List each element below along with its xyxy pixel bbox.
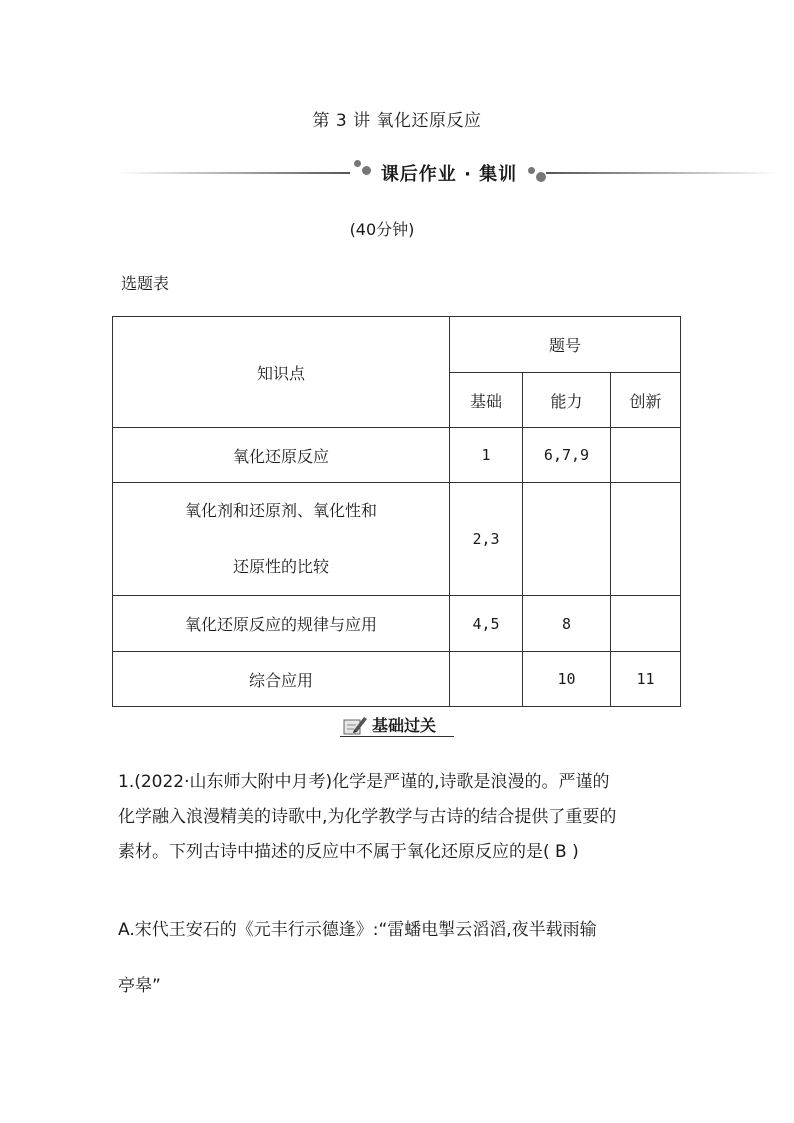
topic-line-2: 还原性的比较 bbox=[232, 557, 329, 576]
table-caption: 选题表 bbox=[121, 274, 170, 293]
section-banner bbox=[118, 160, 778, 186]
topic-line-1: 氧化剂和还原剂、氧化性和 bbox=[184, 501, 377, 520]
ability-cell: 8 bbox=[523, 596, 611, 652]
table-row bbox=[113, 596, 681, 652]
basic-cell: 4,5 bbox=[450, 596, 523, 652]
banner-divider-left bbox=[118, 172, 350, 174]
table-row bbox=[113, 428, 681, 483]
ability-cell bbox=[523, 483, 611, 596]
banner-dot-icon bbox=[354, 160, 361, 167]
header-knowledge: 知识点 bbox=[113, 317, 450, 428]
innovation-cell bbox=[611, 483, 681, 596]
ability-cell: 10 bbox=[523, 652, 611, 707]
topic-cell: 氧化还原反应的规律与应用 bbox=[113, 596, 450, 652]
header-question-no: 题号 bbox=[450, 317, 681, 373]
table-row bbox=[113, 652, 681, 707]
ability-cell: 6,7,9 bbox=[523, 428, 611, 483]
banner-divider-right bbox=[546, 172, 778, 174]
topic-cell bbox=[113, 483, 450, 596]
header-basic: 基础 bbox=[450, 373, 523, 428]
section-underline bbox=[340, 736, 454, 737]
topic-selection-table bbox=[112, 316, 681, 707]
basic-cell: 2,3 bbox=[450, 483, 523, 596]
lesson-title: 第 3 讲 氧化还原反应 bbox=[312, 111, 482, 131]
question-text-line: 化学融入浪漫精美的诗歌中,为化学教学与古诗的结合提供了重要的 bbox=[118, 807, 617, 827]
option-text-line: 亭皋” bbox=[118, 976, 161, 996]
table-row bbox=[113, 483, 681, 596]
question-text-line: 1.(2022·山东师大附中月考)化学是严谨的,诗歌是浪漫的。严谨的 bbox=[118, 772, 610, 792]
topic-cell: 综合应用 bbox=[113, 652, 450, 707]
pen-paper-icon bbox=[342, 714, 368, 736]
option-a bbox=[118, 902, 678, 1014]
header-innovation: 创新 bbox=[611, 373, 681, 428]
banner-dot-icon bbox=[528, 167, 535, 174]
banner-title: 课后作业 · 集训 bbox=[380, 164, 518, 185]
option-text-line: A.宋代王安石的《元丰行示德逢》:“雷蟠电掣云滔滔,夜半载雨输 bbox=[118, 920, 597, 940]
basic-cell bbox=[450, 652, 523, 707]
innovation-cell: 11 bbox=[611, 652, 681, 707]
innovation-cell bbox=[611, 596, 681, 652]
banner-dot-icon bbox=[362, 166, 371, 175]
section-title: 基础过关 bbox=[372, 716, 437, 735]
question-text-line: 素材。下列古诗中描述的反应中不属于氧化还原反应的是( B ) bbox=[118, 842, 579, 862]
question-1 bbox=[118, 765, 678, 870]
innovation-cell bbox=[611, 428, 681, 483]
duration-label: (40分钟) bbox=[349, 220, 415, 239]
banner-dot-icon bbox=[536, 172, 546, 182]
basic-cell: 1 bbox=[450, 428, 523, 483]
section-heading bbox=[340, 711, 454, 739]
header-ability: 能力 bbox=[523, 373, 611, 428]
topic-cell: 氧化还原反应 bbox=[113, 428, 450, 483]
